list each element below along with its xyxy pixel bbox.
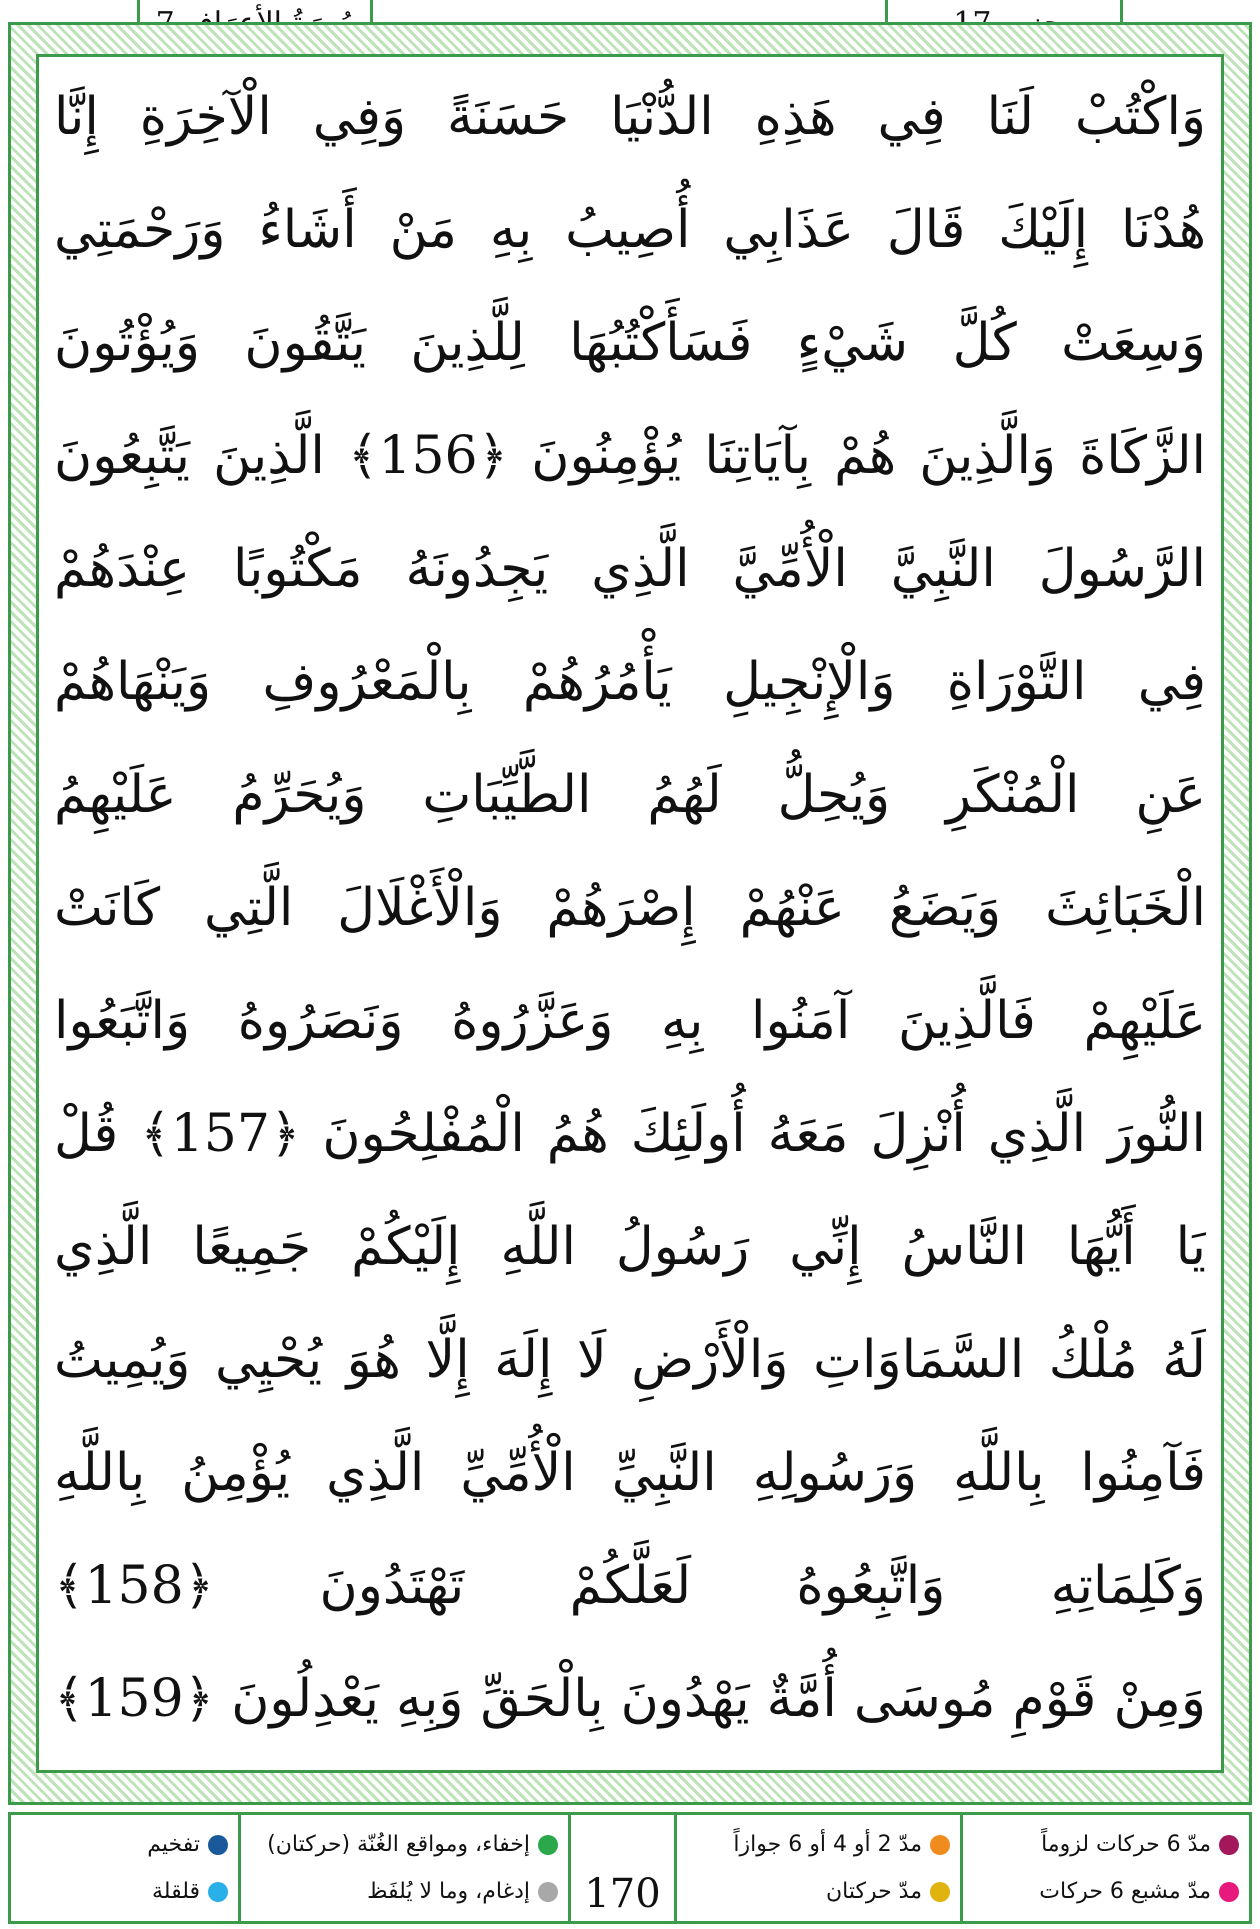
legend-label: مدّ حركتان — [825, 1879, 922, 1904]
legend-label: مدّ مشبع 6 حركات — [1039, 1879, 1211, 1904]
color-dot-icon — [208, 1835, 228, 1855]
page-number: 170 — [571, 1815, 677, 1921]
color-dot-icon — [538, 1835, 558, 1855]
legend-label: تفخيم — [147, 1832, 200, 1857]
legend-column-4 — [241, 1815, 571, 1921]
legend-label: إدغام، وما لا يُلفَظ — [367, 1879, 530, 1904]
color-dot-icon — [930, 1882, 950, 1902]
legend-column-1 — [963, 1815, 1249, 1921]
legend-label: مدّ 6 حركات لزوماً — [1041, 1832, 1211, 1857]
text-line-10: النُّورَ الَّذِي أُنْزِلَ مَعَهُ أُولَئِكَ هُمُ الْمُفْلِحُونَ ﴿157﴾ قُلْ — [54, 1104, 1206, 1164]
text-line-3: وَسِعَتْ كُلَّ شَيْءٍ فَسَأَكْتُبُهَا لِلَّذِينَ يَتَّقُونَ وَيُؤْتُونَ — [54, 313, 1206, 373]
color-dot-icon — [538, 1882, 558, 1902]
text-line-14: وَكَلِمَاتِهِ وَاتَّبِعُوهُ لَعَلَّكُمْ تَهْتَدُونَ ﴿158﴾ — [54, 1556, 1206, 1616]
legend-item — [251, 1832, 558, 1857]
legend-item — [687, 1879, 950, 1904]
text-line-6: فِي التَّوْرَاةِ وَالْإِنْجِيلِ يَأْمُرُهُمْ بِالْمَعْرُوفِ وَيَنْهَاهُمْ — [54, 652, 1206, 712]
legend-item — [687, 1832, 950, 1857]
text-line-2: هُدْنَا إِلَيْكَ قَالَ عَذَابِي أُصِيبُ بِهِ مَنْ أَشَاءُ وَرَحْمَتِي — [54, 200, 1206, 260]
legend-item — [973, 1832, 1239, 1857]
text-line-11: يَا أَيُّهَا النَّاسُ إِنِّي رَسُولُ اللَّهِ إِلَيْكُمْ جَمِيعًا الَّذِي — [54, 1217, 1206, 1277]
color-dot-icon — [930, 1835, 950, 1855]
legend-label: مدّ 2 أو 4 أو 6 جوازاً — [733, 1832, 922, 1857]
legend-item — [21, 1879, 228, 1904]
color-dot-icon — [208, 1882, 228, 1902]
legend-column-2 — [677, 1815, 963, 1921]
text-line-4: الزَّكَاةَ وَالَّذِينَ هُمْ بِآيَاتِنَا يُؤْمِنُونَ ﴿156﴾ الَّذِينَ يَتَّبِعُونَ — [54, 426, 1206, 486]
text-line-12: لَهُ مُلْكُ السَّمَاوَاتِ وَالْأَرْضِ لَا إِلَهَ إِلَّا هُوَ يُحْيِي وَيُمِيتُ — [54, 1330, 1206, 1390]
quran-text — [44, 62, 1216, 1767]
text-line-5: الرَّسُولَ النَّبِيَّ الْأُمِّيَّ الَّذِي يَجِدُونَهُ مَكْتُوبًا عِنْدَهُمْ — [54, 539, 1206, 599]
text-line-9: عَلَيْهِمْ فَالَّذِينَ آمَنُوا بِهِ وَعَزَّرُوهُ وَنَصَرُوهُ وَاتَّبَعُوا — [54, 991, 1206, 1051]
legend-item — [973, 1879, 1239, 1904]
color-dot-icon — [1219, 1882, 1239, 1902]
color-dot-icon — [1219, 1835, 1239, 1855]
text-line-15: وَمِنْ قَوْمِ مُوسَى أُمَّةٌ يَهْدُونَ بِالْحَقِّ وَبِهِ يَعْدِلُونَ ﴿159﴾ — [54, 1669, 1206, 1729]
tajweed-legend — [8, 1812, 1252, 1924]
text-line-8: الْخَبَائِثَ وَيَضَعُ عَنْهُمْ إِصْرَهُمْ وَالْأَغْلَالَ الَّتِي كَانَتْ — [54, 878, 1206, 938]
legend-label: قلقلة — [151, 1879, 200, 1904]
legend-column-5 — [11, 1815, 241, 1921]
legend-item — [251, 1879, 558, 1904]
text-line-7: عَنِ الْمُنْكَرِ وَيُحِلُّ لَهُمُ الطَّيِّبَاتِ وَيُحَرِّمُ عَلَيْهِمُ — [54, 765, 1206, 825]
text-line-13: فَآمِنُوا بِاللَّهِ وَرَسُولِهِ النَّبِيِّ الْأُمِّيِّ الَّذِي يُؤْمِنُ بِاللَّهِ — [54, 1443, 1206, 1503]
text-line-1: وَاكْتُبْ لَنَا فِي هَذِهِ الدُّنْيَا حَسَنَةً وَفِي الْآخِرَةِ إِنَّا — [54, 87, 1206, 147]
legend-label: إخفاء، ومواقع الغُنّة (حركتان) — [267, 1832, 530, 1857]
legend-item — [21, 1832, 228, 1857]
